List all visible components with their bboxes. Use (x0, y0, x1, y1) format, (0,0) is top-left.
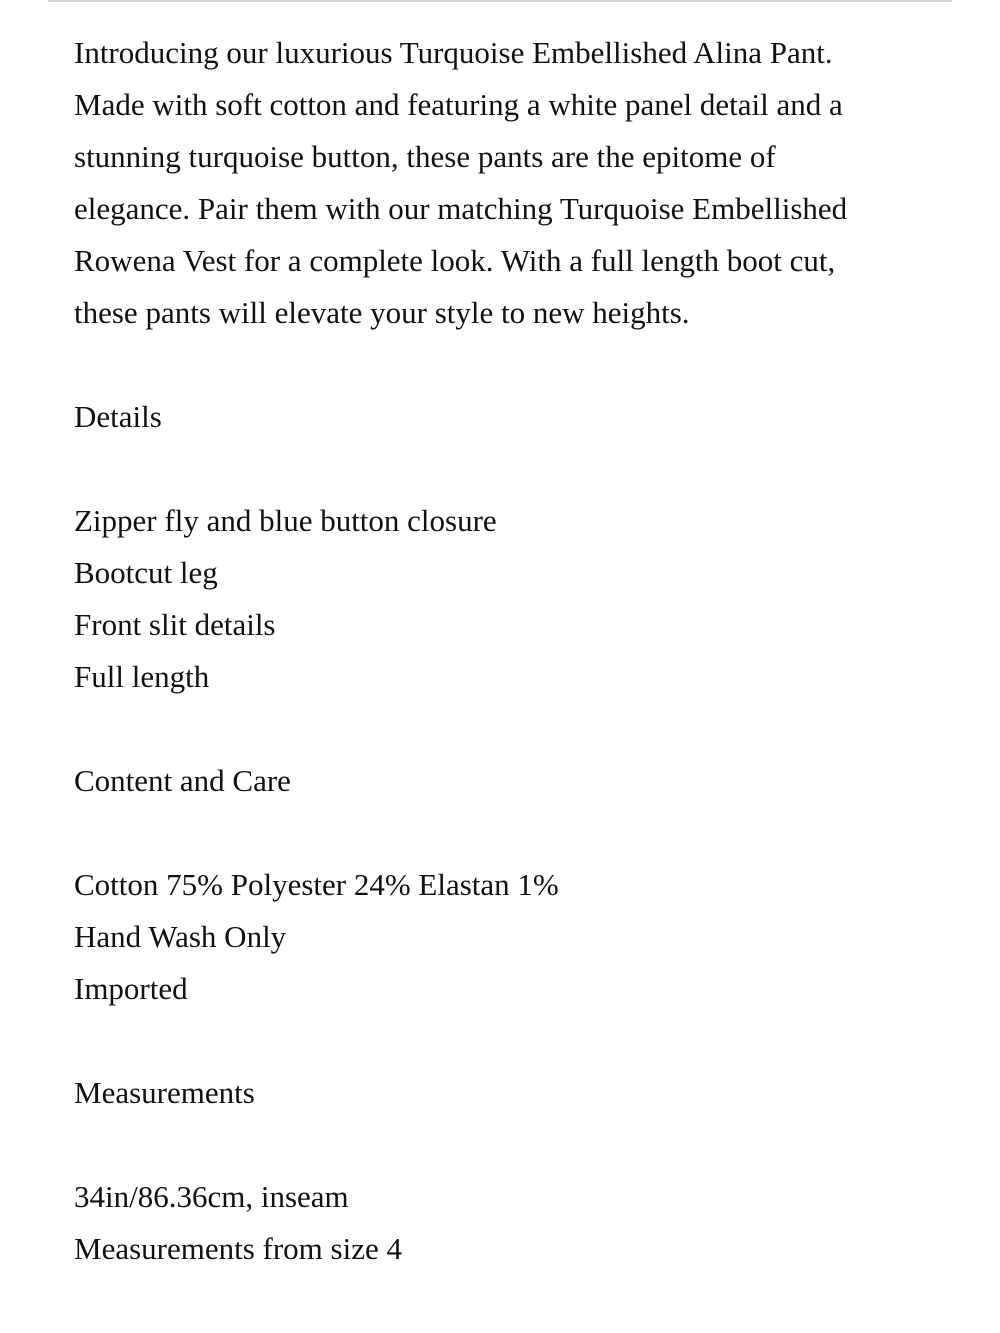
intro-paragraph (74, 27, 944, 339)
content-care-item: Hand Wash Only (74, 919, 287, 954)
intro-line: these pants will elevate your style to new heights. (74, 295, 690, 330)
measurements-item: Measurements from size 4 (74, 1231, 402, 1266)
intro-line: Introducing our luxurious Turquoise Embellished Alina Pant. (74, 35, 833, 70)
measurements-list (74, 1171, 944, 1275)
content-care-list (74, 859, 944, 1015)
content-care-heading: Content and Care (74, 763, 291, 798)
details-item: Front slit details (74, 607, 276, 642)
intro-line: stunning turquoise button, these pants are the epitome of (74, 139, 776, 174)
product-description (74, 27, 944, 1275)
measurements-item: 34in/86.36cm, inseam (74, 1179, 349, 1214)
details-item: Bootcut leg (74, 555, 218, 590)
top-divider (48, 0, 952, 2)
measurements-heading: Measurements (74, 1075, 255, 1110)
details-list (74, 495, 944, 703)
intro-line: elegance. Pair them with our matching Turquoise Embellished (74, 191, 848, 226)
details-item: Zipper fly and blue button closure (74, 503, 497, 538)
intro-line: Rowena Vest for a complete look. With a full length boot cut, (74, 243, 836, 278)
details-item: Full length (74, 659, 210, 694)
details-heading: Details (74, 399, 162, 434)
content-care-item: Cotton 75% Polyester 24% Elastan 1% (74, 867, 559, 902)
content-care-item: Imported (74, 971, 188, 1006)
intro-line: Made with soft cotton and featuring a white panel detail and a (74, 87, 843, 122)
